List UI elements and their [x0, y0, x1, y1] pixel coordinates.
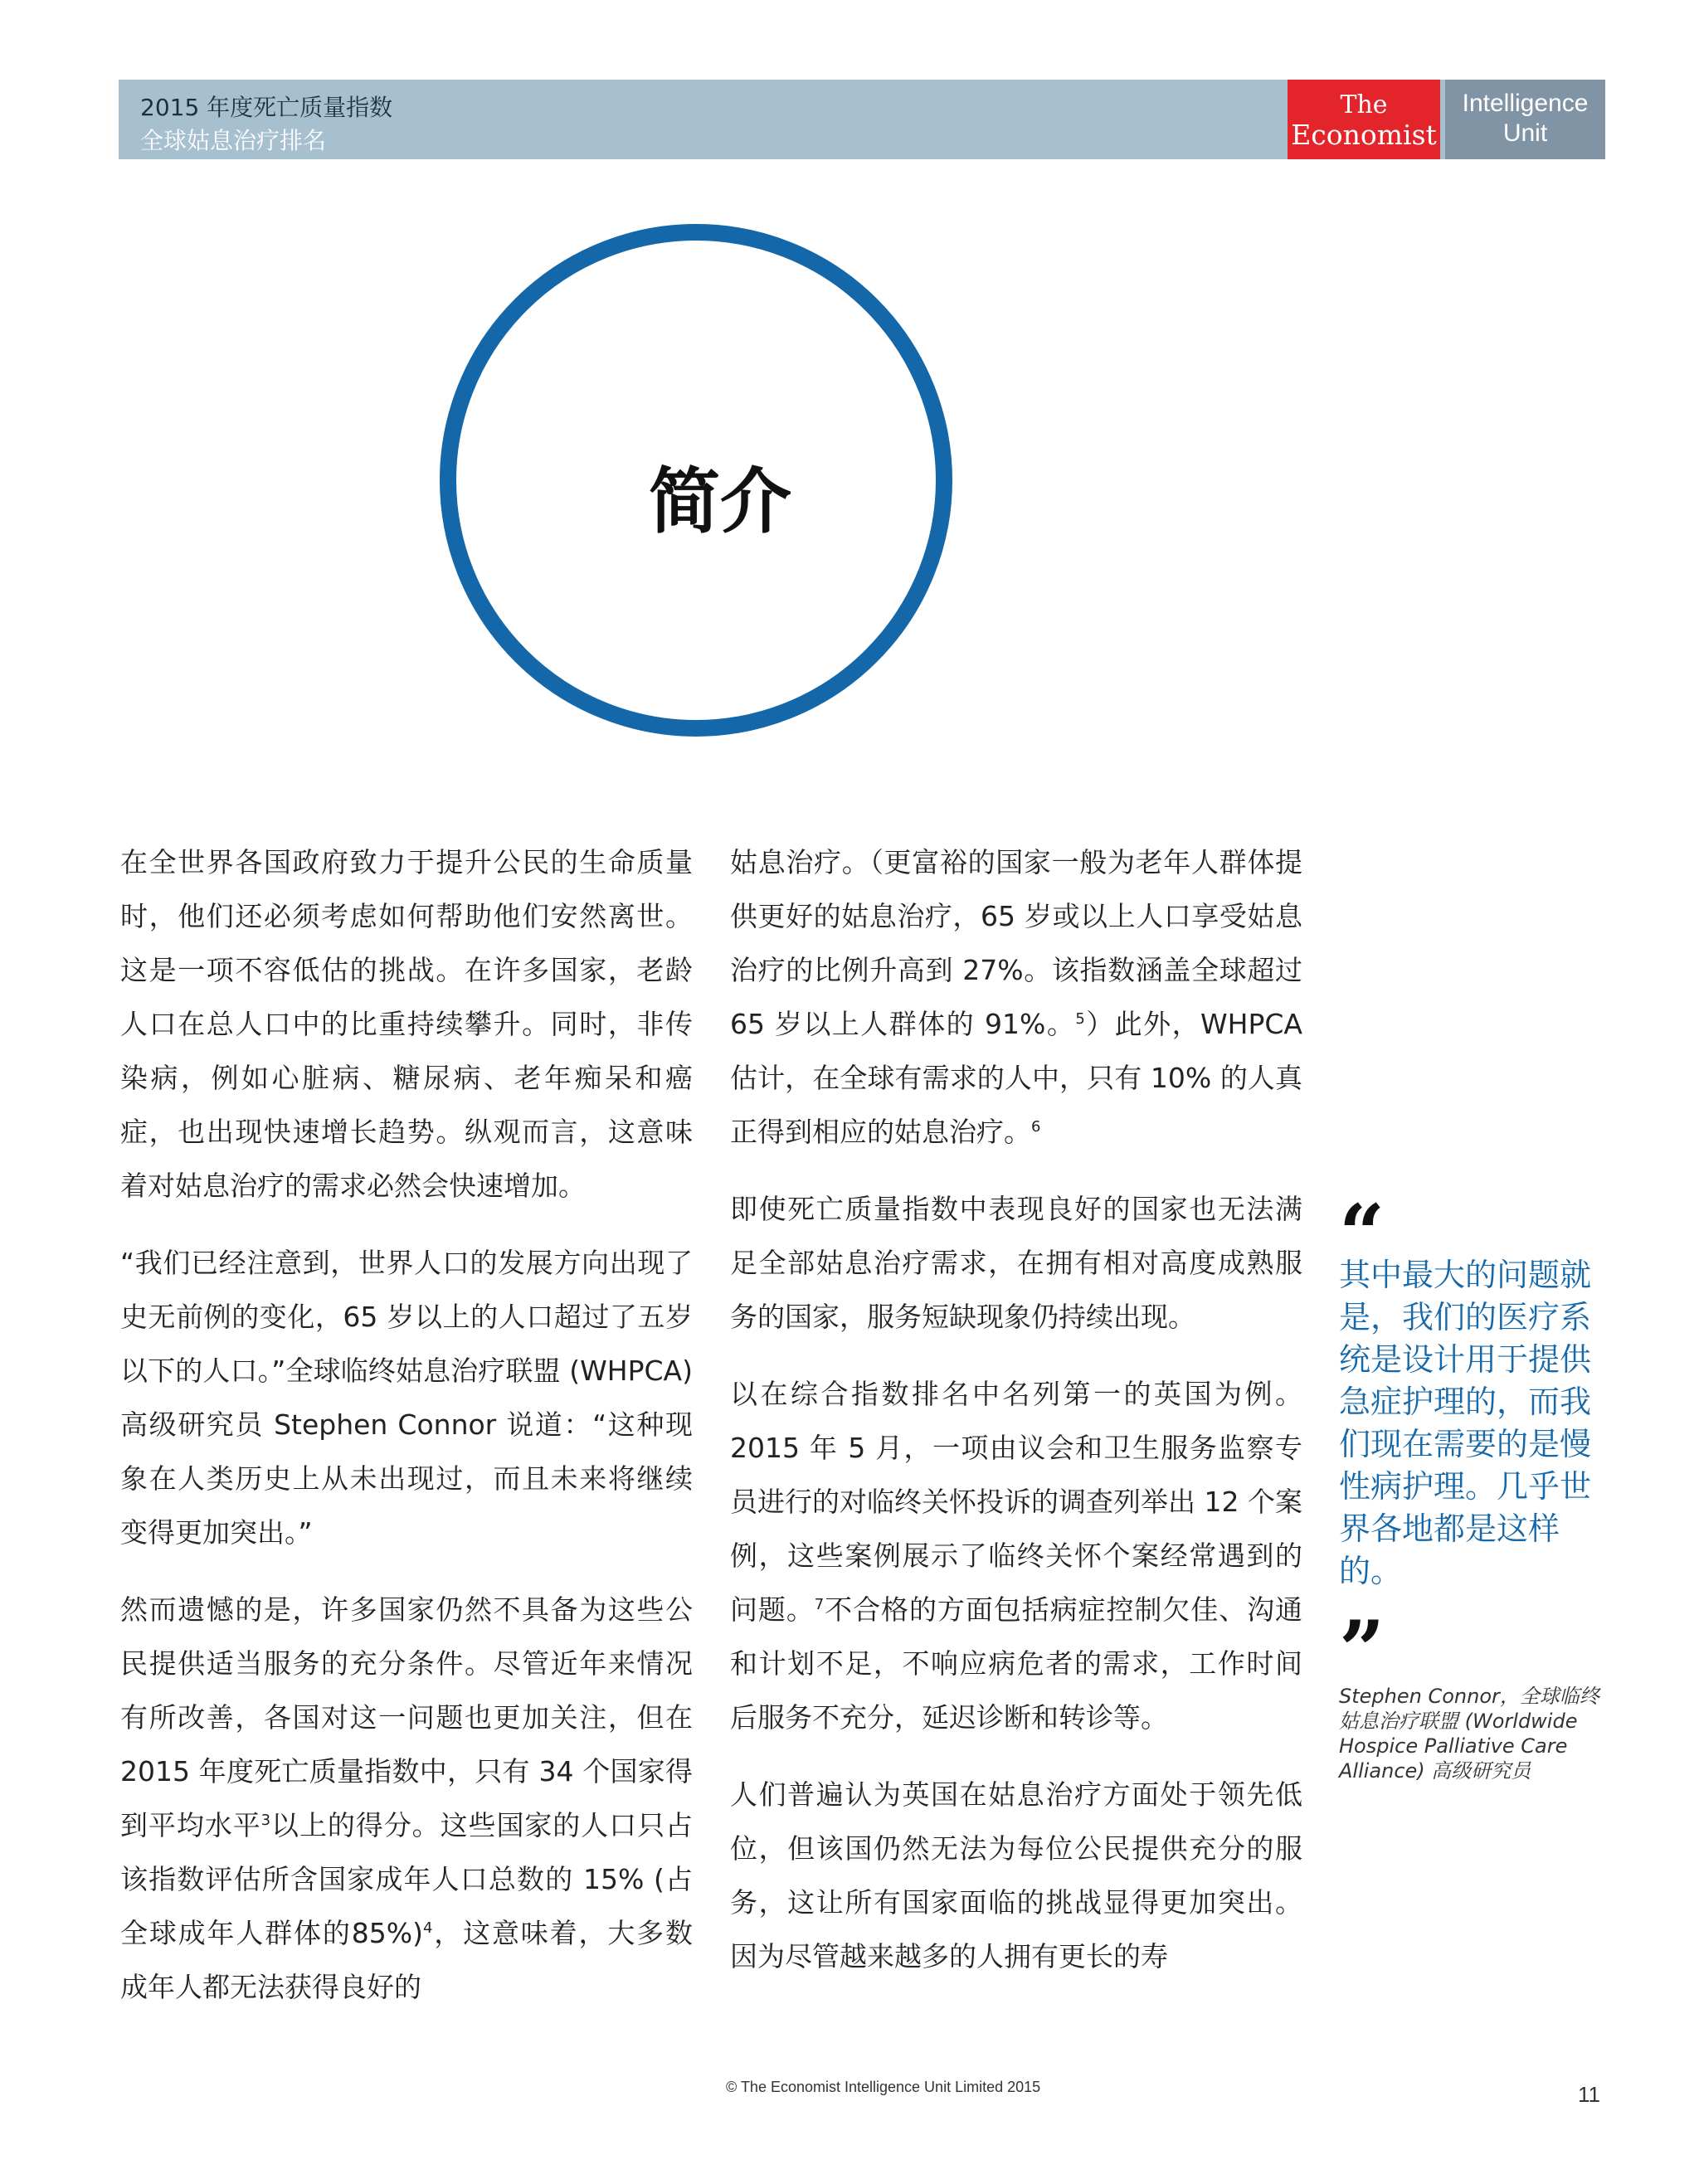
intelligence-unit-logo [1445, 80, 1605, 159]
unit-logo-line2: Unit [1502, 119, 1548, 147]
report-subtitle: 全球姑息治疗排名 [140, 127, 327, 154]
paragraph-text: ，这意味着，大多数成年人都无法获得良好的 [120, 1917, 693, 2003]
text-column-right [730, 835, 1302, 2006]
paragraph-text: 不合格的方面包括病症控制欠佳、沟通和计划不足，不响应病危者的需求，工作时间后服务不充分，延迟诊断和转诊等。 [730, 1593, 1303, 1734]
paragraph: “我们已经注意到，世界人口的发展方向出现了史无前例的变化，65 岁以上的人口超过了五岁以下的人口。”全球临终姑息治疗联盟 (WHPCA) 高级研究员 Stephen Connor 说道：“这种现象在人类历史上从未出现过，而且未来将继续变得更加突出。” [120, 1247, 693, 1549]
pull-quote: 其中最大的问题就是，我们的医疗系统是设计用于提供急症护理的，而我们现在需要的是慢性病护理。几乎世界各地都是这样的。 [1339, 1257, 1592, 1589]
text-column-left [120, 835, 693, 2037]
unit-logo-line1: Intelligence [1462, 90, 1589, 117]
economist-logo-line1: The [1340, 90, 1388, 119]
paragraph: 人们普遍认为英国在姑息治疗方面处于领先低位，但该国仍然无法为每位公民提供充分的服务，这让所有国家面临的挑战显得更加突出。因为尽管越来越多的人拥有更长的寿 [730, 1778, 1302, 1972]
paragraph: 即使死亡质量指数中表现良好的国家也无法满足全部姑息治疗需求，在拥有相对高度成熟服务的国家，服务短缺现象仍持续出现。 [730, 1193, 1302, 1333]
economist-logo-line2: Economist [1291, 119, 1437, 151]
paragraph-text: 以上的得分。这些国家的人口只占该指数评估所含国家成年人口总数的 15% (占全球成年人群体的85%) [120, 1809, 694, 1949]
footnote-ref: 5 [1075, 1010, 1085, 1028]
footnote-ref: 3 [260, 1812, 271, 1829]
paragraph: 在全世界各国政府致力于提升公民的生命质量时，他们还必须考虑如何帮助他们安然离世。这是一项不容低估的挑战。在许多国家，老龄人口在总人口中的比重持续攀升。同时，非传染病，例如心脏病、糖尿病、老年痴呆和癌症，也出现快速增长趋势。纵观而言，这意味着对姑息治疗的需求必然会快速增加。 [120, 846, 693, 1202]
open-quote-mark: “ [1339, 1187, 1385, 1281]
copyright-footer: © The Economist Intelligence Unit Limited 2015 [726, 2079, 1041, 2095]
section-title-text: 简介 [649, 460, 791, 543]
paragraph-text: 然而遗憾的是，许多国家仍然不具备为这些公民提供适当服务的充分条件。尽管近年来情况有所改善，各国对这一问题也更加关注，但在 2015 年度死亡质量指数中，只有 34 个国家得到平均水平 [120, 1593, 693, 1841]
paragraph [730, 835, 1302, 1159]
close-quote-mark: ” [1339, 1603, 1385, 1697]
paragraph-text: ）此外，WHPCA 估计，在全球有需求的人中，只有 10% 的人真正得到相应的姑息治疗。 [730, 1008, 1302, 1148]
footnote-ref: 7 [814, 1596, 825, 1613]
report-title: 2015 年度死亡质量指数 [140, 94, 393, 121]
paragraph [730, 1367, 1302, 1744]
footnote-ref: 6 [1031, 1118, 1041, 1136]
economist-logo [1288, 80, 1440, 159]
quote-attribution: Stephen Connor，全球临终姑息治疗联盟 (Worldwide Hospice Palliative Care Alliance) 高级研究员 [1339, 1685, 1599, 1783]
page-number: 11 [1578, 2082, 1600, 2107]
paragraph-text: 姑息治疗。（更富裕的国家一般为老年人群体提供更好的姑息治疗，65 岁或以上人口享受姑息治疗的比例升高到 27%。该指数涵盖全球超过 65 岁以上人群体的 91%。 [730, 846, 1302, 1040]
paragraph [120, 1583, 693, 2014]
paragraph-text: 以在综合指数排名中名列第一的英国为例。2015 年 5 月，一项由议会和卫生服务监察专员进行的对临终关怀投诉的调查列举出 12 个案例，这些案例展示了临终关怀个案经常遇到的问题。 [730, 1378, 1302, 1626]
footnote-ref: 4 [422, 1919, 433, 1937]
